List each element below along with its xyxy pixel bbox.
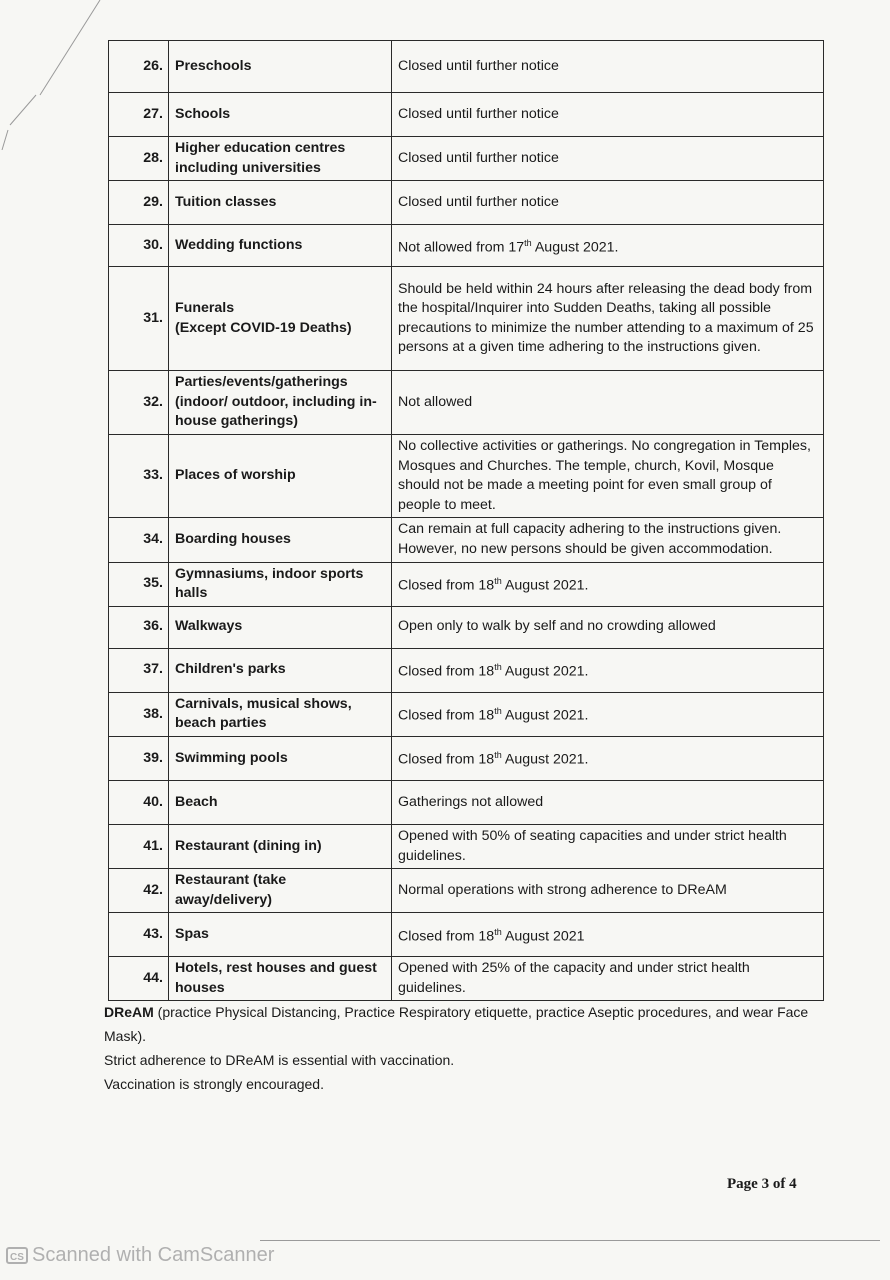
ordinal-suffix: th — [494, 926, 502, 937]
scan-edge-line — [0, 0, 110, 150]
rule-text: Closed until further notice — [398, 105, 559, 122]
row-number: 41. — [109, 824, 169, 868]
row-number: 35. — [109, 562, 169, 606]
table-row — [109, 562, 824, 606]
row-number: 32. — [109, 371, 169, 435]
row-rule — [392, 648, 824, 692]
table-row — [109, 824, 824, 868]
table-row — [109, 869, 824, 913]
row-number: 44. — [109, 957, 169, 1001]
table-row — [109, 648, 824, 692]
row-category — [169, 957, 392, 1001]
rule-text: No collective activities or gatherings. No congregation in Temples, Mosques and Churches. The temple, church, Kovil, Mosque should not be made a meeting point for even small group of people to meet. — [398, 437, 811, 513]
camscanner-icon: CS — [6, 1247, 28, 1264]
row-category — [169, 692, 392, 736]
row-rule — [392, 824, 824, 868]
table-row — [109, 93, 824, 137]
row-category — [169, 518, 392, 562]
rule-text-after: August 2021. — [501, 707, 589, 724]
table-row — [109, 913, 824, 957]
rule-text: Opened with 25% of the capacity and under strict health guidelines. — [398, 960, 750, 996]
table-row — [109, 181, 824, 225]
row-category — [169, 913, 392, 957]
category-line: houses — [175, 979, 225, 996]
row-rule — [392, 957, 824, 1001]
rule-text: Closed until further notice — [398, 193, 559, 210]
row-number: 26. — [109, 41, 169, 93]
footnote-line-adherence: Strict adherence to DReAM is essential with vaccination. — [104, 1052, 455, 1068]
dream-text: (practice Physical Distancing, Practice Respiratory etiquette, practice Aseptic procedures, and wear Face Mask). — [104, 1004, 809, 1044]
ordinal-suffix: th — [494, 575, 502, 586]
row-number: 34. — [109, 518, 169, 562]
rule-text: Should be held within 24 hours after releasing the dead body from the hospital/Inquirer into Sudden Deaths, taking all possible precautions to minimize the number attending to a maximum of 25 persons at a given time adhering to the instructions given. — [398, 280, 814, 356]
row-category — [169, 434, 392, 517]
row-rule — [392, 371, 824, 435]
category-line: (indoor/ outdoor, including in- — [175, 393, 377, 410]
rule-text: Closed until further notice — [398, 57, 559, 74]
row-category — [169, 869, 392, 913]
row-rule — [392, 913, 824, 957]
category-line: Gymnasiums, indoor sports — [175, 565, 364, 582]
row-category — [169, 93, 392, 137]
category-line: Wedding functions — [175, 236, 303, 253]
category-line: Funerals — [175, 300, 235, 317]
table-row — [109, 780, 824, 824]
ordinal-suffix: th — [524, 237, 532, 248]
row-rule — [392, 692, 824, 736]
rule-text-after: August 2021. — [501, 751, 589, 768]
ordinal-suffix: th — [494, 706, 502, 717]
row-rule — [392, 869, 824, 913]
table-row — [109, 41, 824, 93]
row-category — [169, 181, 392, 225]
category-line: halls — [175, 585, 208, 602]
bottom-divider — [260, 1240, 880, 1241]
row-number: 39. — [109, 736, 169, 780]
row-number: 33. — [109, 434, 169, 517]
dream-definition — [104, 1000, 824, 1048]
category-line: Carnivals, musical shows, — [175, 695, 352, 712]
row-rule — [392, 181, 824, 225]
category-line: (Except COVID-19 Deaths) — [175, 319, 352, 336]
ordinal-suffix: th — [494, 662, 502, 673]
row-rule — [392, 93, 824, 137]
row-number: 30. — [109, 225, 169, 267]
rule-text: Closed from 18 — [398, 663, 495, 680]
row-rule — [392, 780, 824, 824]
row-number: 42. — [109, 869, 169, 913]
category-line: away/delivery) — [175, 891, 273, 908]
row-category — [169, 780, 392, 824]
table-row — [109, 957, 824, 1001]
row-number: 28. — [109, 137, 169, 181]
category-line: Places of worship — [175, 467, 296, 484]
table-row — [109, 736, 824, 780]
category-line: Schools — [175, 105, 231, 122]
category-line: Preschools — [175, 57, 252, 74]
table-row — [109, 606, 824, 648]
rule-text-after: August 2021 — [501, 928, 585, 945]
row-category — [169, 648, 392, 692]
row-category — [169, 137, 392, 181]
rule-text: Closed from 18 — [398, 577, 495, 594]
row-category — [169, 225, 392, 267]
dream-term: DReAM — [104, 1004, 154, 1020]
row-rule — [392, 137, 824, 181]
category-line: Restaurant (take — [175, 872, 287, 889]
table-row — [109, 518, 824, 562]
table-row — [109, 434, 824, 517]
table-row — [109, 371, 824, 435]
row-category — [169, 824, 392, 868]
category-line: Parties/events/gatherings — [175, 374, 348, 391]
table-row — [109, 692, 824, 736]
rule-text: Not allowed — [398, 393, 473, 410]
row-number: 43. — [109, 913, 169, 957]
rule-text: Opened with 50% of seating capacities and under strict health guidelines. — [398, 827, 787, 864]
row-category — [169, 736, 392, 780]
category-line: including universities — [175, 159, 321, 176]
category-line: Higher education centres — [175, 140, 346, 156]
row-rule — [392, 518, 824, 562]
page-number: Page 3 of 4 — [727, 1176, 797, 1192]
category-line: Walkways — [175, 618, 243, 635]
category-line: Tuition classes — [175, 193, 277, 210]
row-number: 27. — [109, 93, 169, 137]
row-rule — [392, 434, 824, 517]
category-line: beach parties — [175, 715, 267, 732]
row-rule — [392, 225, 824, 267]
row-category — [169, 267, 392, 371]
row-number: 31. — [109, 267, 169, 371]
rule-text: Closed from 18 — [398, 751, 495, 768]
category-line: Hotels, rest houses and guest — [175, 960, 377, 977]
category-line: Beach — [175, 793, 218, 810]
category-line: Restaurant (dining in) — [175, 837, 322, 854]
rule-text: Normal operations with strong adherence to DReAM — [398, 881, 727, 898]
row-category — [169, 41, 392, 93]
row-number: 36. — [109, 606, 169, 648]
row-rule — [392, 736, 824, 780]
table-row — [109, 267, 824, 371]
row-category — [169, 606, 392, 648]
rule-text: Open only to walk by self and no crowding allowed — [398, 618, 716, 635]
row-rule — [392, 606, 824, 648]
category-line: Boarding houses — [175, 531, 291, 548]
scanner-text: Scanned with CamScanner — [32, 1244, 275, 1266]
row-number: 38. — [109, 692, 169, 736]
rule-text-after: August 2021. — [501, 577, 589, 594]
footnote-line-vaccination: Vaccination is strongly encouraged. — [104, 1076, 324, 1092]
row-rule — [392, 41, 824, 93]
row-category — [169, 562, 392, 606]
footnote — [104, 1000, 824, 1096]
row-number: 37. — [109, 648, 169, 692]
row-rule — [392, 562, 824, 606]
category-line: house gatherings) — [175, 413, 298, 430]
rule-text: Not allowed from 17 — [398, 239, 525, 256]
ordinal-suffix: th — [494, 750, 502, 761]
category-line: Swimming pools — [175, 749, 288, 766]
restrictions-table — [108, 40, 824, 1001]
row-number: 40. — [109, 780, 169, 824]
rule-text: Can remain at full capacity adhering to the instructions given. However, no new persons should be given accommodation. — [398, 521, 782, 557]
category-line: Spas — [175, 925, 209, 942]
rule-text: Closed until further notice — [398, 149, 559, 166]
category-line: Children's parks — [175, 661, 286, 678]
rule-text: Gatherings not allowed — [398, 793, 544, 810]
rule-text-after: August 2021. — [531, 239, 619, 256]
scanner-watermark — [6, 1244, 274, 1267]
rule-text: Closed from 18 — [398, 707, 495, 724]
row-rule — [392, 267, 824, 371]
table-row — [109, 225, 824, 267]
rule-text: Closed from 18 — [398, 928, 495, 945]
rule-text-after: August 2021. — [501, 663, 589, 680]
row-number: 29. — [109, 181, 169, 225]
row-category — [169, 371, 392, 435]
table-row — [109, 137, 824, 181]
